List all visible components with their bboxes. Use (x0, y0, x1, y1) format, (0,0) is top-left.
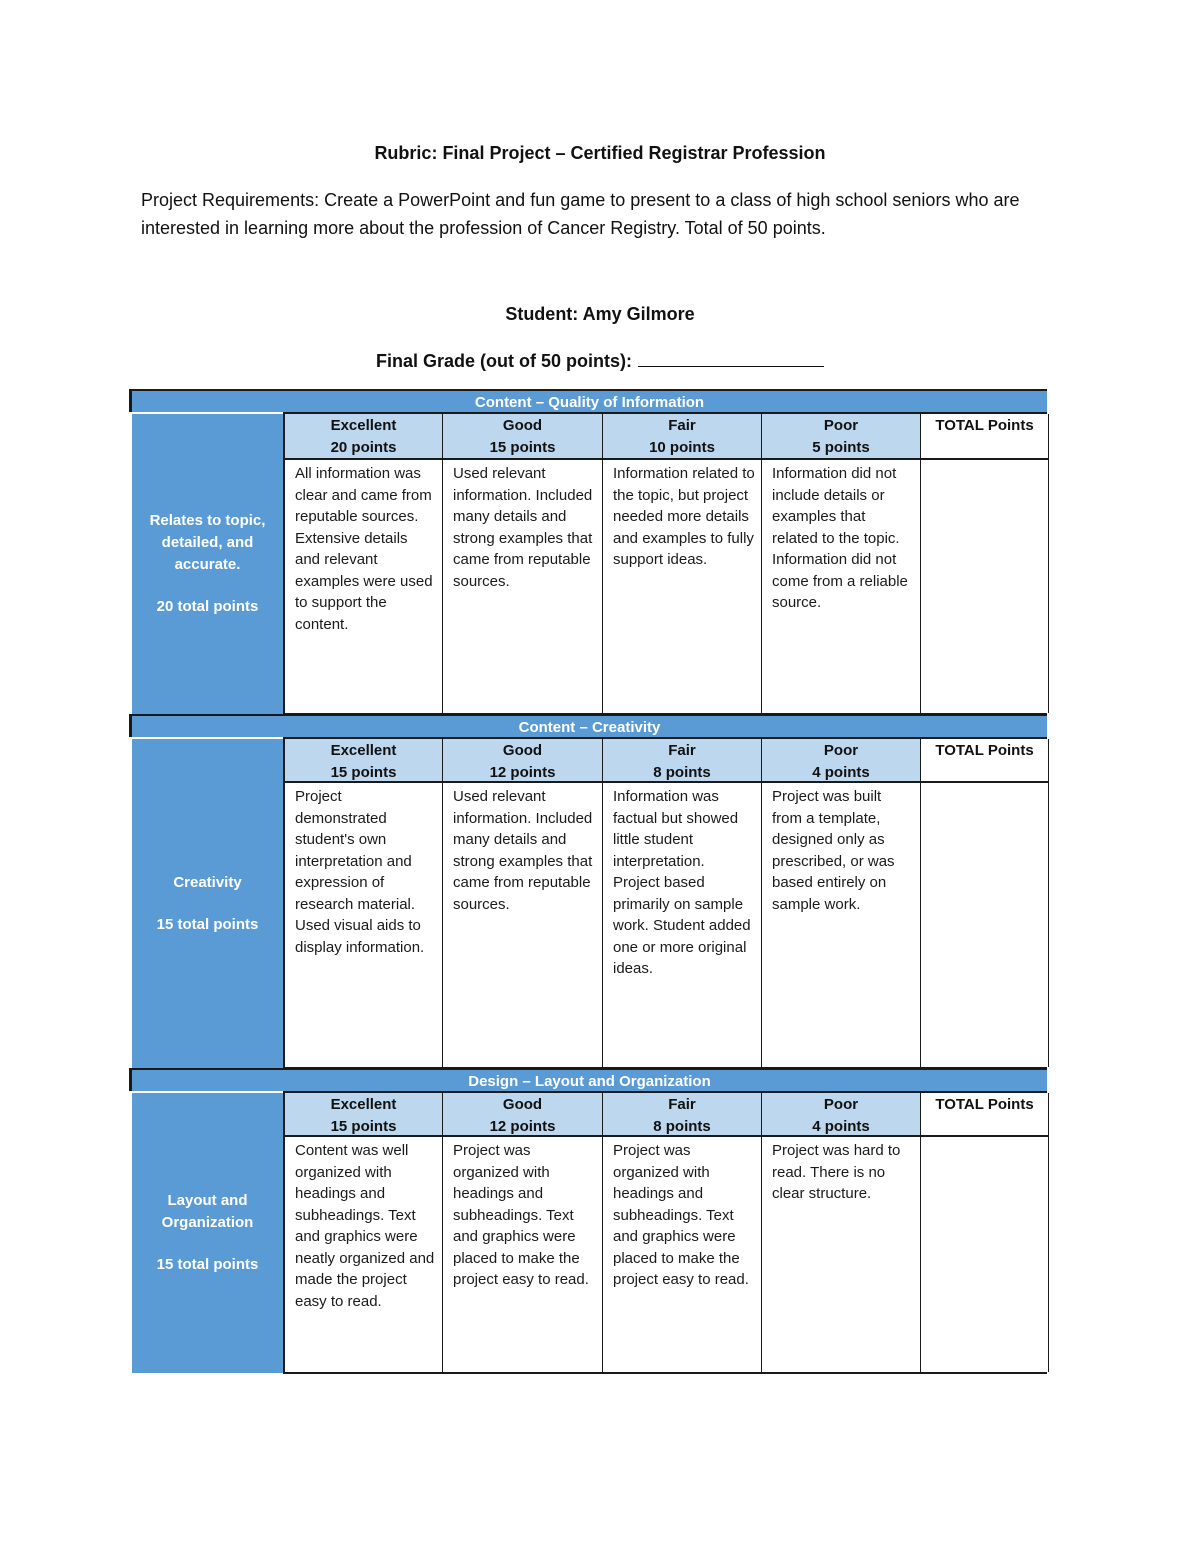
level-good (443, 1093, 603, 1137)
level-name: Excellent (330, 417, 397, 434)
total-points-header: TOTAL Points (921, 739, 1049, 783)
description-good: Project was organized with headings and subheadings. Text and graphics were placed to make the project easy to read. (443, 1137, 603, 1372)
level-poor (762, 414, 921, 460)
project-requirements: Project Requirements: Create a PowerPoint and fun game to present to a class of high school seniors who are interested in learning more about the profession of Cancer Registry. Total of 50 points. (141, 190, 1020, 238)
description-poor: Project was built from a template, designed only as prescribed, or was based entirely on sample work. (762, 783, 921, 1067)
level-excellent (285, 1093, 443, 1137)
level-points: 4 points (812, 1118, 870, 1135)
level-points: 20 points (330, 439, 397, 456)
level-points: 15 points (330, 1118, 397, 1135)
final-grade-blank (638, 348, 824, 367)
rubric-section-creativity (129, 714, 1047, 1069)
section-header: Design – Layout and Organization (129, 1068, 1047, 1091)
level-points: 4 points (812, 764, 870, 781)
level-name: Excellent (330, 1096, 397, 1113)
level-excellent (285, 414, 443, 460)
student-name: Student: Amy Gilmore (505, 304, 695, 324)
level-name: Good (502, 742, 543, 759)
description-fair: Information was factual but showed little student interpretation. Project based primarily on sample work. Student added one or more original ideas. (603, 783, 762, 1067)
level-name: Excellent (330, 742, 397, 759)
criterion-label: Layout and Organization (161, 1192, 254, 1231)
level-points: 15 points (489, 439, 556, 456)
level-points: 8 points (653, 1118, 711, 1135)
description-excellent: All information was clear and came from reputable sources. Extensive details and relevant examples were used to support the content. (285, 460, 443, 713)
level-points: 10 points (649, 439, 715, 456)
criterion-points: 15 total points (156, 1256, 259, 1273)
final-grade-line (0, 348, 1200, 372)
total-points-header: TOTAL Points (921, 414, 1049, 460)
level-fair (603, 739, 762, 783)
criterion-label: Creativity (173, 873, 242, 891)
description-excellent: Content was well organized with headings and subheadings. Text and graphics were neatly organized and made the project easy to read. (285, 1137, 443, 1372)
criterion-cell (132, 414, 283, 714)
level-name: Fair (668, 417, 696, 434)
level-fair (603, 414, 762, 460)
level-points: 8 points (653, 764, 711, 781)
criterion-cell (132, 1093, 283, 1373)
rubric-grid (283, 412, 1047, 715)
criterion-label: Relates to topic, detailed, and accurate. (149, 512, 266, 573)
final-grade-label: Final Grade (out of 50 points): (376, 351, 632, 371)
section-header: Content – Creativity (129, 714, 1047, 737)
level-name: Good (502, 1096, 543, 1113)
description-good: Used relevant information. Included many details and strong examples that came from reputable sources. (443, 783, 603, 1067)
level-name: Poor (823, 1096, 859, 1113)
rubric-section-layout (129, 1068, 1047, 1374)
level-name: Good (502, 417, 543, 434)
description-excellent: Project demonstrated student's own interpretation and expression of research material. Used visual aids to display information. (285, 783, 443, 1067)
total-points-cell (921, 460, 1049, 713)
criterion-points: 15 total points (156, 915, 259, 933)
total-points-cell (921, 1137, 1049, 1372)
level-poor (762, 739, 921, 783)
description-fair: Information related to the topic, but project needed more details and examples to fully support ideas. (603, 460, 762, 713)
description-good: Used relevant information. Included many details and strong examples that came from reputable sources. (443, 460, 603, 713)
level-points: 5 points (812, 439, 870, 456)
rubric-grid (283, 737, 1047, 1069)
level-fair (603, 1093, 762, 1137)
level-name: Poor (823, 417, 859, 434)
section-header: Content – Quality of Information (129, 389, 1047, 412)
total-points-cell (921, 783, 1049, 1067)
level-good (443, 739, 603, 783)
level-name: Fair (668, 1096, 696, 1113)
level-name: Fair (668, 742, 696, 759)
rubric-grid (283, 1091, 1047, 1374)
level-good (443, 414, 603, 460)
description-poor: Project was hard to read. There is no clear structure. (762, 1137, 921, 1372)
level-points: 12 points (489, 1118, 556, 1135)
document-title: Rubric: Final Project – Certified Registrar Profession (374, 143, 826, 163)
criterion-cell (132, 739, 283, 1068)
level-points: 15 points (330, 764, 397, 781)
level-points: 12 points (489, 764, 556, 781)
level-poor (762, 1093, 921, 1137)
description-fair: Project was organized with headings and subheadings. Text and graphics were placed to make the project easy to read. (603, 1137, 762, 1372)
criterion-points: 20 total points (156, 598, 259, 615)
level-name: Poor (823, 742, 859, 759)
total-points-header: TOTAL Points (921, 1093, 1049, 1137)
description-poor: Information did not include details or examples that related to the topic. Information did not come from a reliable source. (762, 460, 921, 713)
rubric-section-quality (129, 389, 1047, 715)
level-excellent (285, 739, 443, 783)
